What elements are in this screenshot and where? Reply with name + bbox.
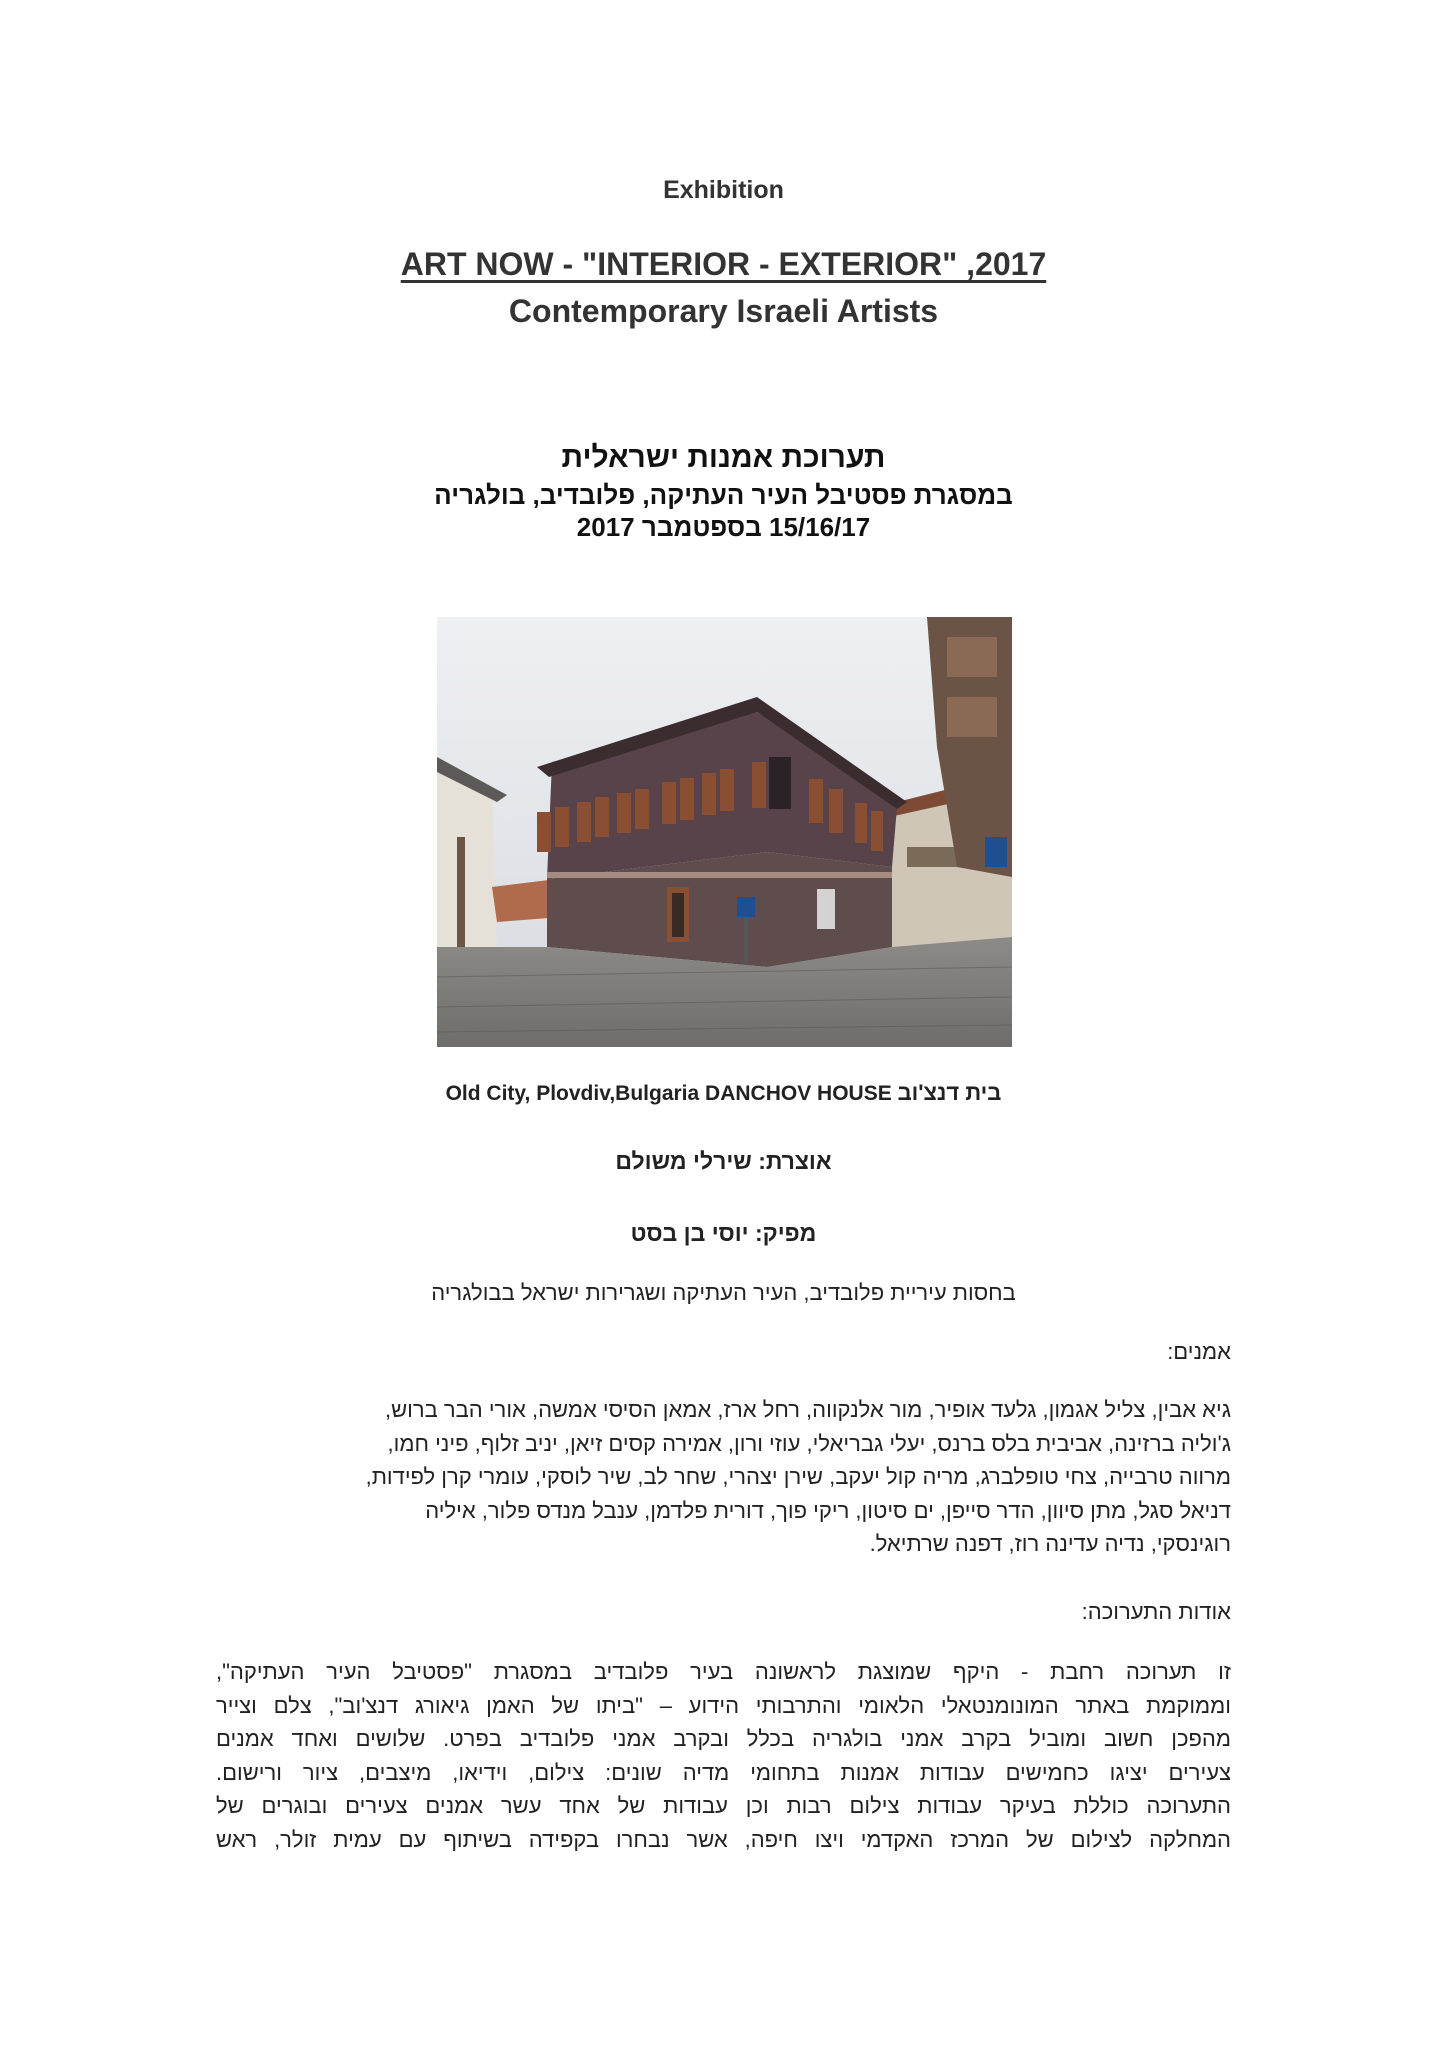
about-line: התערוכה כוללת בעיקר עבודות צילום רבות וכן עבודות של אחד עשר אמנים צעירים ובוגרים של bbox=[216, 1793, 1231, 1818]
exhibition-eyebrow: Exhibition bbox=[663, 176, 784, 204]
hebrew-title: תערוכת אמנות ישראלית bbox=[561, 441, 886, 474]
artists-line: רוגינסקי, נדיה עדינה רוז, דפנה שרתיאל. bbox=[869, 1531, 1231, 1556]
about-line: צעירים יציגו כחמישים עבודות אמנות בתחומי מדיה שונים: צילום, וידיאו, מיצבים, ציור ורישום. bbox=[216, 1759, 1231, 1785]
patronage-line: בחסות עיריית פלובדיב, העיר העתיקה ושגרירות ישראל בבולגריה bbox=[431, 1280, 1016, 1305]
artists-line: ג'וליה ברזינה, אביבית בלס ברנס, יעלי גבריאלי, עוזי ורון, אמירה קסים זיאן, יניב זלוף, פיני חמו, bbox=[387, 1430, 1231, 1456]
caption-hebrew: בית דנצ'וב bbox=[897, 1080, 1002, 1105]
about-line: זו תערוכה רחבת - היקף שמוצגת לראשונה בעיר פלובדיב במסגרת "פסטיבל העיר העתיקה", bbox=[216, 1659, 1231, 1684]
about-line: המחלקה לצילום של המרכז האקדמי ויצו חיפה, אשר נבחרו בקפידה בשיתוף עם עמית זולר, ראש bbox=[216, 1826, 1231, 1852]
about-line: מהפכן חשוב ומוביל בקרב אמני בולגריה בכלל ובקרב אמני פלובדיב בפרט. שלושים ואחד אמנים bbox=[216, 1726, 1231, 1751]
photo-caption bbox=[0, 1080, 1447, 1106]
exhibition-subtitle: Contemporary Israeli Artists bbox=[508, 293, 939, 329]
producer-credit: מפיק: יוסי בן בסט bbox=[630, 1220, 817, 1246]
about-line: וממוקמת באתר המונומנטאלי הלאומי והתרבותי הידוע – "ביתו של האמן גיאורג דנצ'וב", צלם וצייר bbox=[216, 1692, 1231, 1718]
danchov-house-photo bbox=[437, 617, 1012, 1047]
artists-list bbox=[216, 1393, 1231, 1561]
caption-english: Old City, Plovdiv,Bulgaria DANCHOV HOUSE bbox=[445, 1082, 892, 1105]
artists-line: דניאל סגל, מתן סיוון, הדר סייפן, ים סיטון, ריקי פוך, דורית פלדמן, ענבל מנדס פלור, איליה bbox=[425, 1497, 1231, 1523]
about-label: אודות התערוכה: bbox=[1081, 1599, 1231, 1624]
hebrew-festival-line: במסגרת פסטיבל העיר העתיקה, פלובדיב, בולגריה bbox=[434, 480, 1013, 510]
artists-label: אמנים: bbox=[1167, 1339, 1231, 1364]
exhibition-title: ART NOW - "INTERIOR - EXTERIOR" ,2017 bbox=[400, 246, 1047, 282]
curator-credit: אוצרת: שירלי משולם bbox=[615, 1148, 832, 1174]
about-paragraph bbox=[216, 1655, 1231, 1856]
hebrew-date-line: 15/16/17 בספטמבר 2017 bbox=[576, 512, 871, 542]
artists-line: גיא אבין, צליל אגמון, גלעד אופיר, מור אלנקווה, רחל ארז, אמאן הסיסי אמשה, אורי הבר ברוש, bbox=[384, 1397, 1231, 1422]
artists-line: מרווה טרבייה, צחי טופלברג, מריה קול יעקב, שירן יצהרי, שחר לב, שיר לוסקי, עומרי קרן לפידות, bbox=[365, 1464, 1231, 1489]
